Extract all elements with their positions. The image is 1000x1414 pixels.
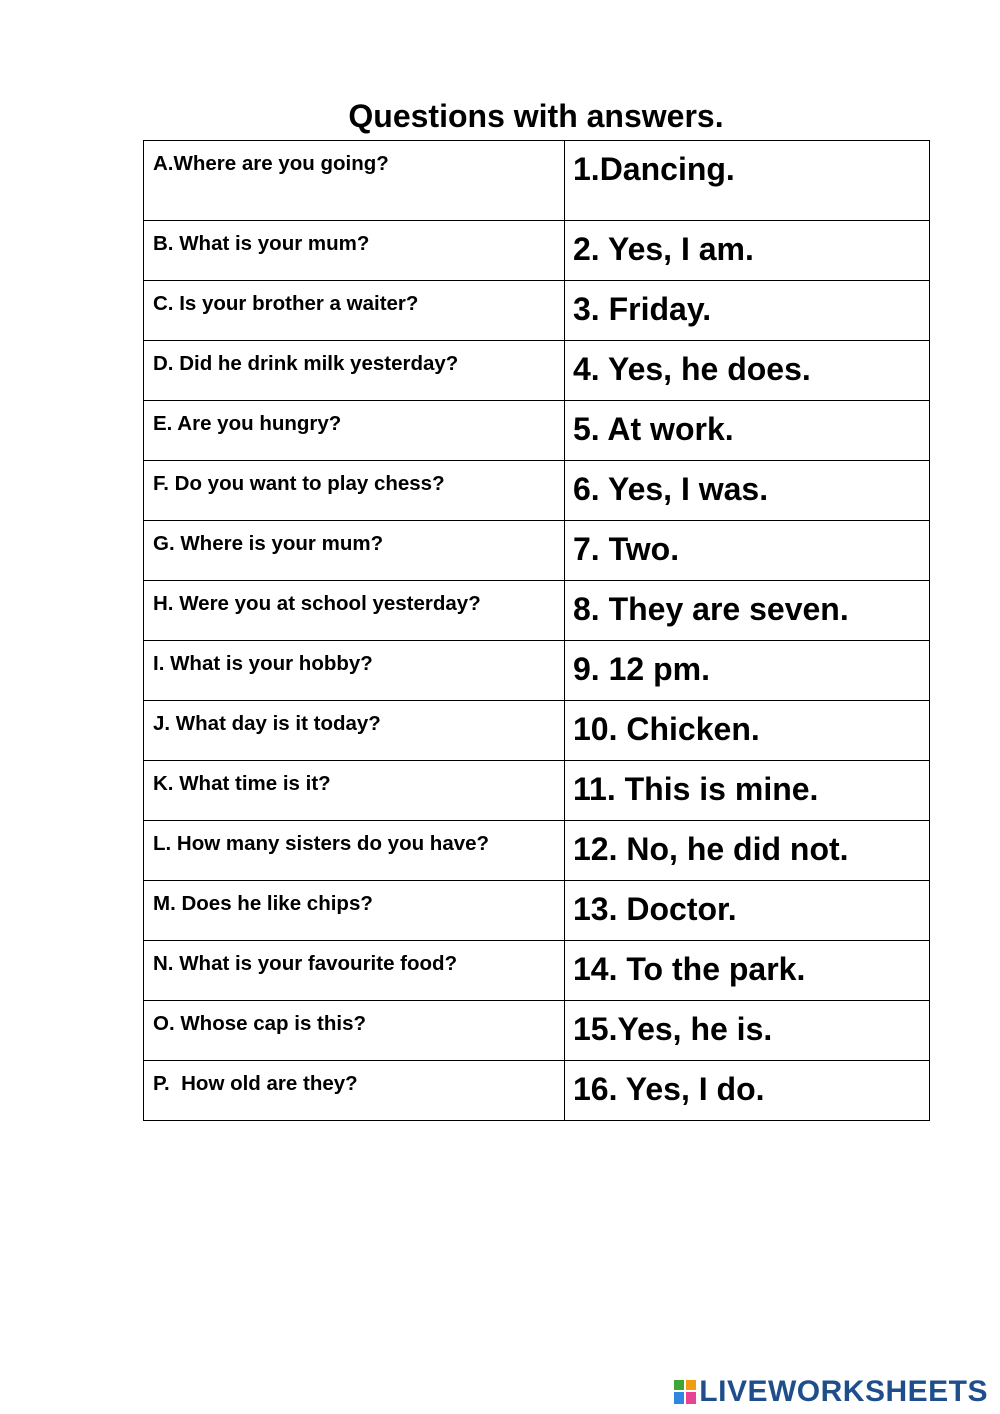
answer-cell bbox=[565, 1061, 930, 1121]
question-cell bbox=[144, 1061, 565, 1121]
answer-cell bbox=[565, 641, 930, 701]
answer-cell bbox=[565, 401, 930, 461]
questions-answers-table bbox=[143, 140, 930, 1121]
table-row bbox=[144, 521, 930, 581]
question-cell bbox=[144, 1001, 565, 1061]
question-text: A.Where are you going? bbox=[153, 152, 389, 175]
question-text: P. How old are they? bbox=[153, 1072, 358, 1095]
table-row bbox=[144, 281, 930, 341]
question-cell bbox=[144, 581, 565, 641]
question-text: D. Did he drink milk yesterday? bbox=[153, 352, 459, 375]
answer-cell bbox=[565, 701, 930, 761]
question-text: J. What day is it today? bbox=[153, 712, 381, 735]
answer-text: 15.Yes, he is. bbox=[573, 1011, 773, 1047]
question-text: E. Are you hungry? bbox=[153, 412, 342, 435]
answer-text: 13. Doctor. bbox=[573, 891, 737, 927]
table-row bbox=[144, 941, 930, 1001]
answer-cell bbox=[565, 881, 930, 941]
answer-cell bbox=[565, 821, 930, 881]
answer-text: 10. Chicken. bbox=[573, 711, 760, 747]
answer-cell bbox=[565, 461, 930, 521]
table-row bbox=[144, 461, 930, 521]
question-cell bbox=[144, 341, 565, 401]
answer-text: 1.Dancing. bbox=[573, 151, 735, 187]
table-row bbox=[144, 641, 930, 701]
answer-cell bbox=[565, 581, 930, 641]
table-row bbox=[144, 761, 930, 821]
answer-cell bbox=[565, 941, 930, 1001]
question-text: O. Whose cap is this? bbox=[153, 1012, 367, 1035]
table-row bbox=[144, 1001, 930, 1061]
question-cell bbox=[144, 881, 565, 941]
answer-cell bbox=[565, 141, 930, 221]
answer-cell bbox=[565, 281, 930, 341]
table-row bbox=[144, 1061, 930, 1121]
question-text: I. What is your hobby? bbox=[153, 652, 373, 675]
question-cell bbox=[144, 821, 565, 881]
question-cell bbox=[144, 761, 565, 821]
answer-text: 3. Friday. bbox=[573, 291, 712, 327]
question-cell bbox=[144, 221, 565, 281]
question-text: C. Is your brother a waiter? bbox=[153, 292, 419, 315]
question-text: B. What is your mum? bbox=[153, 232, 370, 255]
page-title: Questions with answers. bbox=[348, 98, 724, 134]
question-cell bbox=[144, 461, 565, 521]
answer-text: 5. At work. bbox=[573, 411, 734, 447]
question-text: K. What time is it? bbox=[153, 772, 331, 795]
question-cell bbox=[144, 281, 565, 341]
question-text: N. What is your favourite food? bbox=[153, 952, 458, 975]
question-cell bbox=[144, 941, 565, 1001]
liveworksheets-logo-icon bbox=[674, 1380, 696, 1404]
table-row bbox=[144, 821, 930, 881]
answer-text: 8. They are seven. bbox=[573, 591, 849, 627]
question-text: M. Does he like chips? bbox=[153, 892, 373, 915]
table-row bbox=[144, 581, 930, 641]
table-row bbox=[144, 701, 930, 761]
answer-text: 4. Yes, he does. bbox=[573, 351, 811, 387]
answer-text: 2. Yes, I am. bbox=[573, 231, 754, 267]
answer-cell bbox=[565, 761, 930, 821]
question-cell bbox=[144, 401, 565, 461]
question-text: G. Where is your mum? bbox=[153, 532, 384, 555]
table-row bbox=[144, 141, 930, 221]
logo-text: LIVEWORKSHEETS bbox=[699, 1375, 988, 1408]
answer-text: 9. 12 pm. bbox=[573, 651, 710, 687]
answer-cell bbox=[565, 221, 930, 281]
answer-cell bbox=[565, 1001, 930, 1061]
answer-text: 14. To the park. bbox=[573, 951, 806, 987]
table-row bbox=[144, 881, 930, 941]
answer-cell bbox=[565, 521, 930, 581]
question-text: L. How many sisters do you have? bbox=[153, 832, 490, 855]
question-cell bbox=[144, 641, 565, 701]
answer-text: 7. Two. bbox=[573, 531, 680, 567]
answer-cell bbox=[565, 341, 930, 401]
answer-text: 11. This is mine. bbox=[573, 771, 819, 807]
answer-text: 16. Yes, I do. bbox=[573, 1071, 765, 1107]
question-text: F. Do you want to play chess? bbox=[153, 472, 445, 495]
liveworksheets-logo bbox=[674, 1372, 988, 1412]
table-row bbox=[144, 221, 930, 281]
answer-text: 12. No, he did not. bbox=[573, 831, 849, 867]
table-row bbox=[144, 401, 930, 461]
question-text: H. Were you at school yesterday? bbox=[153, 592, 481, 615]
question-cell bbox=[144, 141, 565, 221]
question-cell bbox=[144, 701, 565, 761]
answer-text: 6. Yes, I was. bbox=[573, 471, 769, 507]
table-row bbox=[144, 341, 930, 401]
question-cell bbox=[144, 521, 565, 581]
